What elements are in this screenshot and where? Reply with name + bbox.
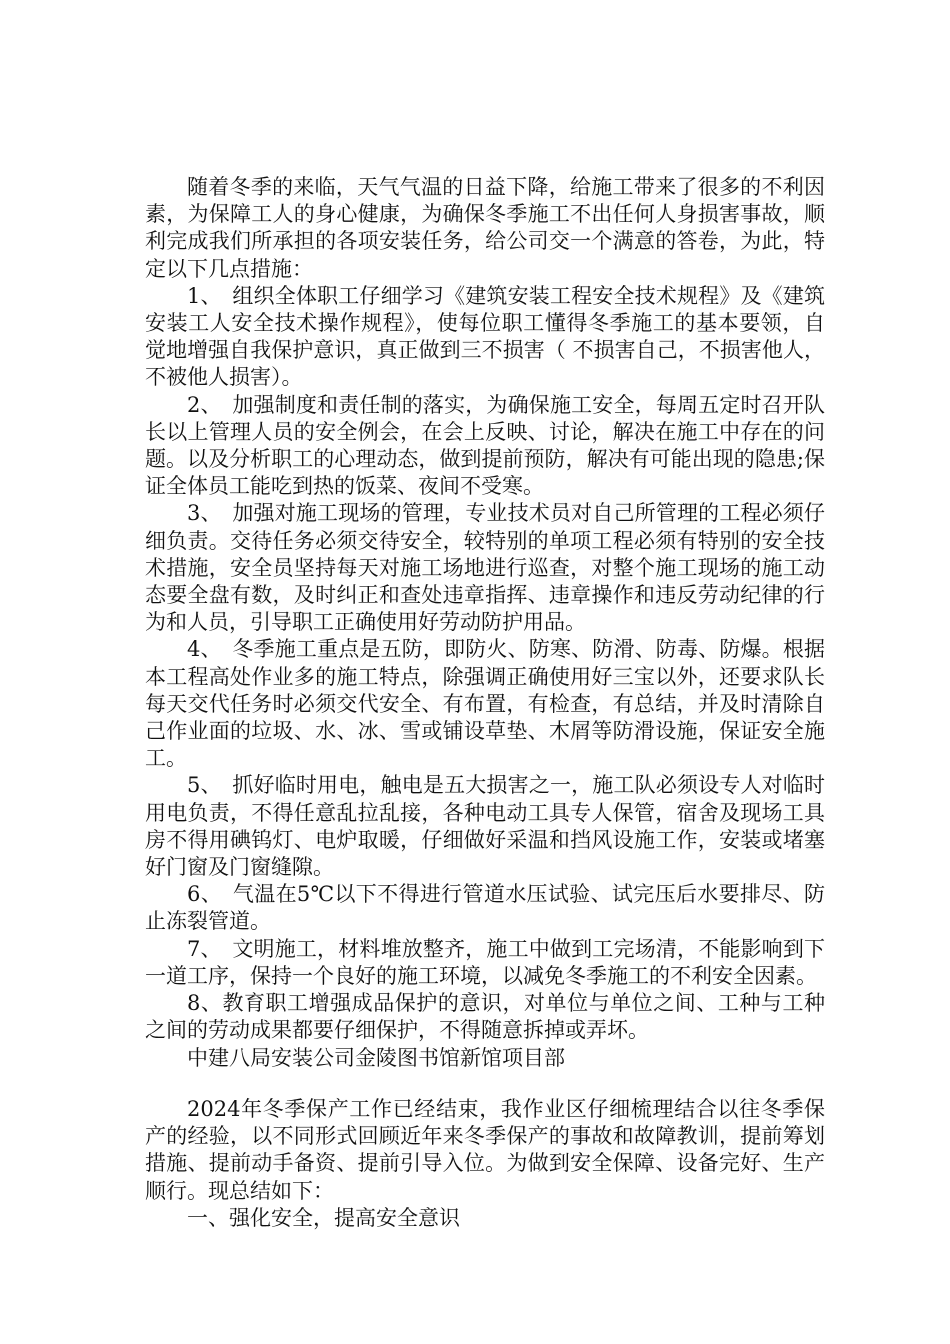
measure-8-paragraph: 8、教育职工增强成品保护的意识，对单位与单位之间、工种与工种之间的劳动成果都要仔细保护，不得随意拆掉或弄坏。 [145,991,825,1043]
measure-3-paragraph: 3、 加强对施工现场的管理，专业技术员对自己所管理的工程必须仔细负责。交待任务必须交待安全，较特别的单项工程必须有特别的安全技术措施，安全员坚持每天对施工场地进行巡查，对整个施工现场的施工动态要全盘有数，及时纠正和查处违章指挥、违章操作和违反劳动纪律的行为和人员，引导职工正确使用好劳动防护用品。 [145,501,825,635]
measure-6-paragraph: 6、 气温在5℃以下不得进行管道水压试验、试完压后水要排尽、防止冻裂管道。 [145,882,825,934]
signature-line: 中建八局安装公司金陵图书馆新馆项目部 [187,1045,565,1070]
summary-section [145,1096,825,1232]
notice-section [145,174,825,1072]
measure-7-paragraph: 7、 文明施工，材料堆放整齐，施工中做到工完场清，不能影响到下一道工序，保持一个良好的施工环境，以减免冬季施工的不利安全因素。 [145,936,825,988]
summary-heading-1: 一、强化安全，提高安全意识 [187,1205,460,1230]
measure-2-paragraph: 2、 加强制度和责任制的落实，为确保施工安全，每周五定时召开队长以上管理人员的安全例会，在会上反映、讨论，解决在施工中存在的问题。以及分析职工的心理动态，做到提前预防，解决有可能出现的隐患;保证全体员工能吃到热的饭菜、夜间不受寒。 [145,392,825,499]
measure-1-paragraph: 1、 组织全体职工仔细学习《建筑安装工程安全技术规程》及《建筑安装工人安全技术操作规程》，使每位职工懂得冬季施工的基本要领，自觉地增强自我保护意识，真正做到三不损害（ 不损害自己，不损害他人，不被他人损害）。 [145,283,825,390]
intro-paragraph: 随着冬季的来临，天气气温的日益下降，给施工带来了很多的不利因素，为保障工人的身心健康，为确保冬季施工不出任何人身损害事故，顺利完成我们所承担的各项安装任务，给公司交一个满意的答卷，为此，特定以下几点措施： [145,175,825,281]
measure-5-paragraph: 5、 抓好临时用电，触电是五大损害之一，施工队必须设专人对临时用电负责，不得任意乱拉乱接，各种电动工具专人保管，宿舍及现场工具房不得用碘钨灯、电炉取暖，仔细做好采温和挡风设施工作，安装或堵塞好门窗及门窗缝隙。 [145,773,825,880]
summary-intro-paragraph: 2024年冬季保产工作已经结束，我作业区仔细梳理结合以往冬季保产的经验，以不同形式回顾近年来冬季保产的事故和故障教训，提前筹划措施、提前动手备资、提前引导入位。为做到安全保障、设备完好、生产顺行。现总结如下： [145,1097,825,1203]
measure-4-paragraph: 4、 冬季施工重点是五防，即防火、防寒、防滑、防毒、防爆。根据本工程高处作业多的施工特点，除强调正确使用好三宝以外，还要求队长每天交代任务时必须交代安全、有布置，有检查，有总结，并及时清除自己作业面的垃圾、水、冰、雪或铺设草垫、木屑等防滑设施，保证安全施工。 [145,637,825,771]
